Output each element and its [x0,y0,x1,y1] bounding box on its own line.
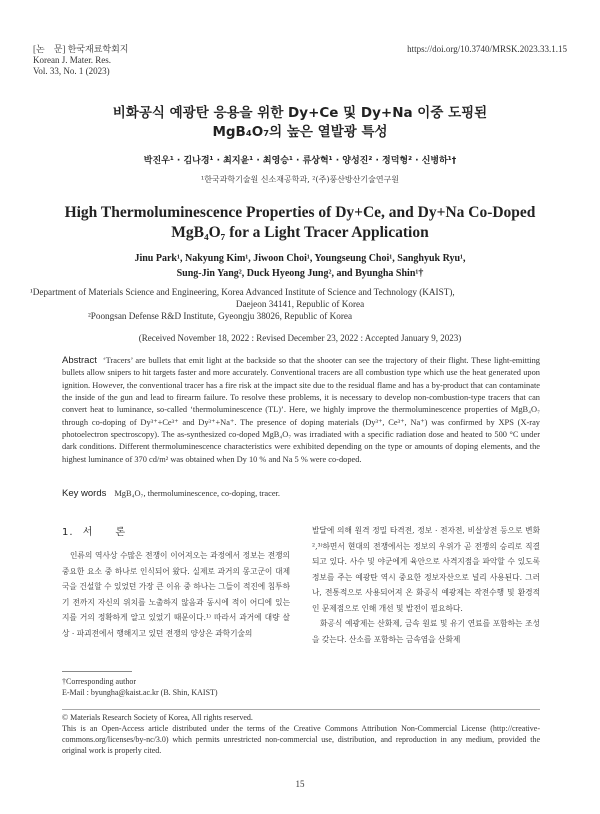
license-rule [62,709,540,710]
license-block [62,712,540,756]
korean-authors: 박진우¹ · 김나경¹ · 최지윤¹ · 최영승¹ · 류상혁¹ · 양성진² · 정덕형² · 신병하¹† [143,156,457,166]
footnote-rule [62,671,132,672]
korean-title [30,104,570,142]
body-left-column [62,548,290,641]
copyright: © Materials Research Society of Korea, All rights reserved. [62,713,253,722]
english-authors-line1: Jinu Park¹, Nakyung Kim¹, Jiwoon Choi¹, Youngseung Choi¹, Sanghyuk Ryu¹, [134,253,466,264]
corresponding-email: E-Mail : byungha@kaist.ac.kr (B. Shin, KAIST) [62,688,218,697]
section-heading [62,523,126,538]
body-paragraph: 화공식 예광제는 산화제, 금속 원료 및 유기 연료를 포함하는 조성을 갖는다. 산소를 포함하는 금속염을 산화제 [312,619,540,644]
affiliation-1-address: Daejeon 34141, Republic of Korea [235,299,365,309]
body-paragraph: 발달에 의해 원격 정밀 타격전, 정보 · 전자전, 비살상전 등으로 변화²,³⁾하면서 현대의 전쟁에서는 정보의 우위가 곧 전쟁의 승리로 직결되고 있다. 사수 및 야군에게 육안으로 사격지점을 파악할 수 있도록 정보를 주는 예광탄 역시 중요한 정보자산으로 널리 사용된다. 그러나, 전통적으로 사용되어져 온 화공식 예광제는 작전수행 및 환경적인 문제점으로 인해 개선 및 발전이 필요하다. [312,526,540,613]
journal-name-korean: [논 문] 한국재료학회지 [33,44,129,54]
received-dates: (Received November 18, 2022 : Revised December 23, 2022 : Accepted January 9, 2023) [138,333,462,343]
journal-volume: Vol. 33, No. 1 (2023) [33,66,110,76]
corresponding-author: †Corresponding author [62,677,136,686]
abstract-label: Abstract [62,355,97,366]
english-title-line1: High Thermoluminescence Properties of Dy+Ce, and Dy+Na Co-Doped [64,204,536,221]
english-title-line2: MgB₄O₇ for a Light Tracer Application [171,224,429,241]
page-number: 15 [295,779,305,789]
doi-link[interactable]: https://doi.org/10.3740/MRSK.2023.33.1.15 [407,44,567,54]
journal-header [33,44,129,77]
korean-affiliation: ¹한국과학기술원 신소재공학과, ²(주)풍산방산기술연구원 [200,175,400,184]
affiliation-1: ¹Department of Materials Science and Engineering, Korea Advanced Institute of Science and Technology (KAIST), [30,287,455,297]
english-authors-line2: Sung-Jin Yang², Duck Hyeong Jung², and Byungha Shin¹† [176,268,424,279]
korean-title-line2: MgB₄O₇의 높은 열발광 특성 [212,124,388,140]
english-authors [30,251,570,281]
keywords-label: Key words [62,488,107,499]
abstract [62,355,540,466]
body-right-column [312,523,540,647]
footnote [62,676,218,698]
section-title: 서 론 [82,527,127,538]
abstract-text: ‘Tracers’ are bullets that emit light at the backside so that the shooter can see the trajectory of their flight. These light-emitting bullets allow snipers to hit targets faster and more accurately. Conventional tracers are all combustion type which use the heat generated upon ignition. However, the conventional tracer has a fire risk at the impact site due to the residual flame and has a by-product that can contaminate the inside of the gun and lead to firearm failure. To resolve these problems, it is necessary to develop non-combustion-type tracers that can convert heat to luminance, so-called ‘thermoluminescence (TL)’. Here, we highly improve the thermoluminescence properties of MgB₄O₇ through co-doping of Dy³⁺+Ce³⁺ and Dy³⁺+Na⁺. The presence of doping materials (Dy³⁺, Ce³⁺, Na⁺) was confirmed by XPS (X-ray photoelectron spectroscopy). The as-synthesized co-doped MgB₄O₇ was irradiated with a specific radiation dose and heated to 500 °C under dark conditions. Different thermoluminescence characteristics were exhibited depending on the type or amounts of doping elements, and the highest luminance of 370 cd/m² was obtained when Dy 10 % and Na 5 % were co-doped. [62,356,540,464]
english-title [30,203,570,243]
license-text: This is an Open-Access article distributed under the terms of the Creative Commons Attribution Non-Commercial License (http://creative-commons.org/licenses/by-nc/3.0) which permits unrestricted non-commercial use, distribution, and reproduction in any medium, provided the original work is properly cited. [62,724,540,755]
keywords-text: MgB₄O₇, thermoluminescence, co-doping, tracer. [114,489,280,498]
journal-name-english: Korean J. Mater. Res. [33,55,111,65]
body-paragraph: 인류의 역사상 수많은 전쟁이 이어져오는 과정에서 정보는 전쟁의 중요한 요소 중 하나로 인식되어 왔다. 실제로 과거의 몽고군이 대제국을 건설할 수 있었던 가장 큰 이유 중 하나는 그들이 적진에 침투하기 전까지 자신의 위치를 노출하지 않음과 동시에 적이 어디에 있는지를 거의 정확하게 알고 있었기 때문이다.¹⁾ 따라서 과거에 대량 살상 · 파괴전에서 행해지고 있던 전쟁의 양상은 과학기술의 [62,551,290,638]
section-number: 1. [62,527,74,538]
korean-title-line1: 비화공식 예광탄 응용을 위한 Dy+Ce 및 Dy+Na 이중 도핑된 [112,105,488,121]
english-affiliations [30,286,570,322]
keywords [62,488,540,499]
affiliation-2: ²Poongsan Defense R&D Institute, Gyeongju 38026, Republic of Korea [88,311,353,321]
